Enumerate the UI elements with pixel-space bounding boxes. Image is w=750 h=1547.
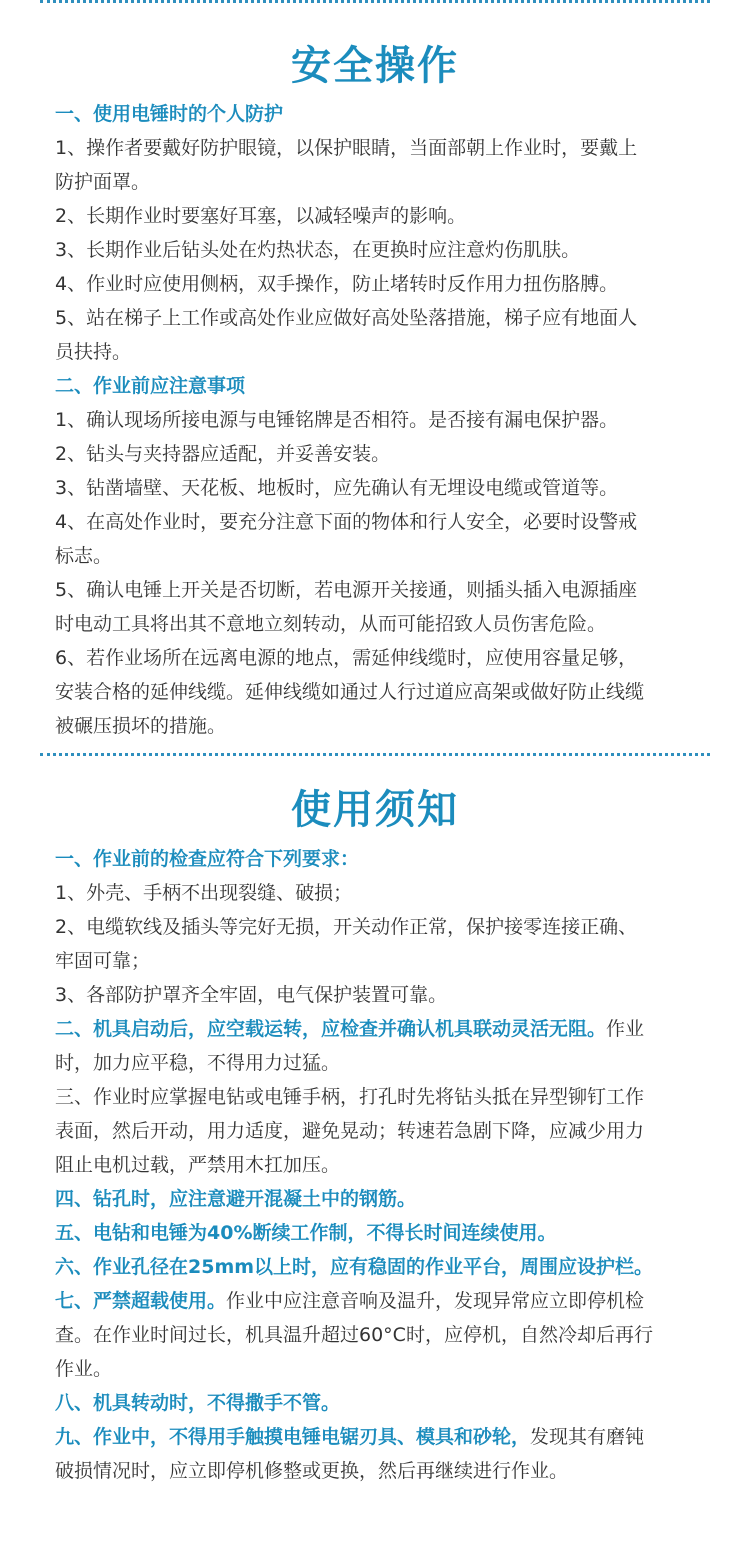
usage-text-line: 作业。 — [55, 1358, 113, 1380]
safety-text-line: 4、作业时应使用侧柄，双手操作，防止堵转时反作用力扭伤胳膊。 — [55, 273, 619, 295]
usage-text: 作业中应注意音响及温升，发现异常应立即停机检 — [226, 1290, 645, 1312]
safety-text-line: 2、钻头与夹持器应适配，并妥善安装。 — [55, 443, 391, 465]
section-title-safety: 安全操作 — [291, 43, 459, 89]
usage-content — [55, 842, 710, 1488]
usage-item-7 — [55, 1284, 710, 1318]
usage-text-line: 三、作业时应掌握电钻或电锤手柄，打孔时先将钻头抵在异型铆钉工作 — [55, 1086, 645, 1108]
safety-text-line: 时电动工具将出其不意地立刻转动，从而可能招致人员伤害危险。 — [55, 613, 607, 635]
usage-text-line: 2、电缆软线及插头等完好无损，开关动作正常，保护接零连接正确、 — [55, 916, 638, 938]
safety-text-line: 6、若作业场所在远离电源的地点，需延伸线缆时，应使用容量足够， — [55, 647, 638, 669]
safety-text-line: 2、长期作业时要塞好耳塞，以减轻噪声的影响。 — [55, 205, 467, 227]
usage-text-line: 牢固可靠； — [55, 950, 151, 972]
safety-text-line: 1、操作者要戴好防护眼镜，以保护眼睛，当面部朝上作业时，要戴上 — [55, 137, 638, 159]
usage-item-8: 八、机具转动时，不得撒手不管。 — [55, 1392, 341, 1414]
usage-highlight: 七、严禁超载使用。 — [55, 1290, 227, 1312]
safety-text-line: 标志。 — [55, 545, 113, 567]
usage-item-4: 四、钻孔时，应注意避开混凝土中的钢筋。 — [55, 1188, 417, 1210]
middle-dotted-divider — [40, 753, 710, 756]
safety-text-line: 员扶持。 — [55, 341, 132, 363]
usage-text: 发现其有磨钝 — [530, 1426, 645, 1448]
usage-text-line: 破损情况时，应立即停机修整或更换，然后再继续进行作业。 — [55, 1460, 569, 1482]
safety-text-line: 5、确认电锤上开关是否切断，若电源开关接通，则插头插入电源插座 — [55, 579, 638, 601]
usage-highlight: 二、机具启动后，应空载运转，应检查并确认机具联动灵活无阻。 — [55, 1018, 607, 1040]
usage-text-line: 表面，然后开动，用力适度，避免晃动；转速若急剧下降，应减少用力 — [55, 1120, 645, 1142]
usage-text-line: 阻止电机过载，严禁用木扛加压。 — [55, 1154, 341, 1176]
usage-item-6: 六、作业孔径在25mm以上时，应有稳固的作业平台，周围应设护栏。 — [55, 1256, 654, 1278]
safety-text-line: 3、钻凿墙壁、天花板、地板时，应先确认有无埋设电缆或管道等。 — [55, 477, 619, 499]
usage-item-9 — [55, 1420, 710, 1454]
usage-item-5: 五、电钻和电锤为40%断续工作制，不得长时间连续使用。 — [55, 1222, 557, 1244]
safety-text-line: 1、确认现场所接电源与电锤铭牌是否相符。是否接有漏电保护器。 — [55, 409, 619, 431]
safety-text-line: 防护面罩。 — [55, 171, 151, 193]
section-title-usage: 使用须知 — [291, 787, 459, 833]
safety-text-line: 被碾压损坏的措施。 — [55, 715, 227, 737]
usage-heading-1: 一、作业前的检查应符合下列要求： — [55, 848, 360, 870]
usage-text-line: 查。在作业时间过长，机具温升超过60°C时，应停机，自然冷却后再行 — [55, 1324, 653, 1346]
safety-text-line: 5、站在梯子上工作或高处作业应做好高处坠落措施，梯子应有地面人 — [55, 307, 638, 329]
usage-text-line: 3、各部防护罩齐全牢固，电气保护装置可靠。 — [55, 984, 448, 1006]
safety-text-line: 3、长期作业后钻头处在灼热状态，在更换时应注意灼伤肌肤。 — [55, 239, 581, 261]
usage-item-2 — [55, 1012, 710, 1046]
safety-content — [55, 97, 710, 743]
safety-text-line: 4、在高处作业时，要充分注意下面的物体和行人安全，必要时设警戒 — [55, 511, 638, 533]
top-dotted-divider — [40, 0, 710, 3]
safety-heading: 二、作业前应注意事项 — [55, 375, 246, 397]
usage-text: 作业 — [606, 1018, 645, 1040]
usage-highlight: 九、作业中，不得用手触摸电锤电锯刃具、模具和砂轮， — [55, 1426, 531, 1448]
usage-text-line: 1、外壳、手柄不出现裂缝、破损； — [55, 882, 353, 904]
usage-text-line: 时，加力应平稳，不得用力过猛。 — [55, 1052, 341, 1074]
safety-text-line: 安装合格的延伸线缆。延伸线缆如通过人行过道应高架或做好防止线缆 — [55, 681, 645, 703]
safety-heading: 一、使用电锤时的个人防护 — [55, 103, 284, 125]
